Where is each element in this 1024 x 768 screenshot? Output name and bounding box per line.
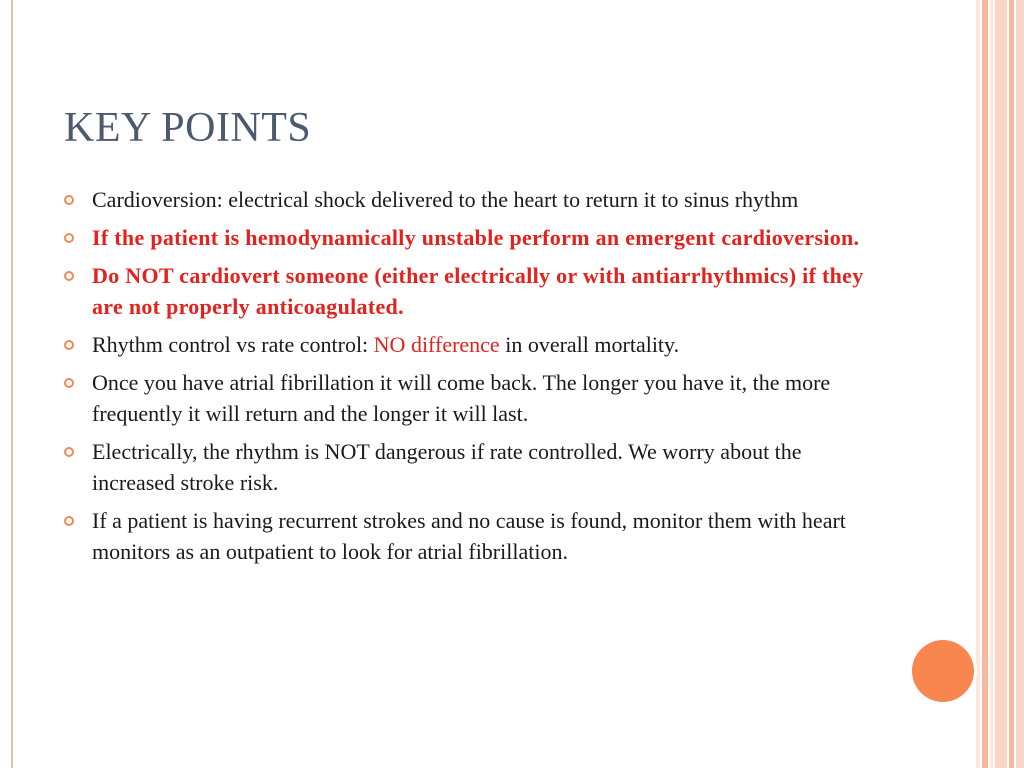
hollow-circle-bullet-icon: [64, 340, 74, 350]
bullet-text-before: Rhythm control vs rate control:: [92, 332, 374, 357]
stripe: [982, 0, 988, 768]
hollow-circle-bullet-icon: [64, 378, 74, 388]
orange-circle-icon: [912, 640, 974, 702]
highlight-text: NO difference: [373, 332, 500, 357]
hollow-circle-bullet-icon: [64, 195, 74, 205]
stripe: [990, 0, 993, 768]
bullet-item: [62, 367, 882, 429]
hollow-circle-bullet-icon: [64, 516, 74, 526]
bullet-text: If the patient is hemodynamically unstable perform an emergent cardioversion.: [92, 225, 860, 250]
stripe: [995, 0, 1007, 768]
bullet-list: [62, 184, 882, 574]
bullet-text: Once you have atrial fibrillation it will come back. The longer you have it, the more frequently it will return and the longer it will last.: [92, 370, 831, 426]
right-decorative-stripes: [976, 0, 1024, 768]
hollow-circle-bullet-icon: [64, 271, 74, 281]
bullet-text: Cardioversion: electrical shock delivered to the heart to return it to sinus rhythm: [92, 187, 799, 212]
hollow-circle-bullet-icon: [64, 447, 74, 457]
bullet-text: If a patient is having recurrent strokes and no cause is found, monitor them with heart monitors as an outpatient to look for atrial fibrillation.: [92, 508, 846, 564]
bullet-item: [62, 222, 882, 253]
bullet-item: [62, 184, 882, 215]
bullet-text: Electrically, the rhythm is NOT dangerous if rate controlled. We worry about the increased stroke risk.: [92, 439, 802, 495]
bullet-item: [62, 436, 882, 498]
bullet-item: [62, 260, 882, 322]
bullet-text: Do NOT cardiovert someone (either electrically or with antiarrhythmics) if they are not properly anticoagulated.: [92, 263, 864, 319]
bullet-item: [62, 505, 882, 567]
left-border-line: [11, 0, 13, 768]
slide-title: KEY POINTS: [64, 105, 312, 151]
stripe: [1016, 0, 1024, 768]
hollow-circle-bullet-icon: [64, 233, 74, 243]
stripe: [1009, 0, 1014, 768]
stripe: [976, 0, 980, 768]
bullet-text-after: in overall mortality.: [499, 332, 680, 357]
bullet-item: [62, 329, 882, 360]
